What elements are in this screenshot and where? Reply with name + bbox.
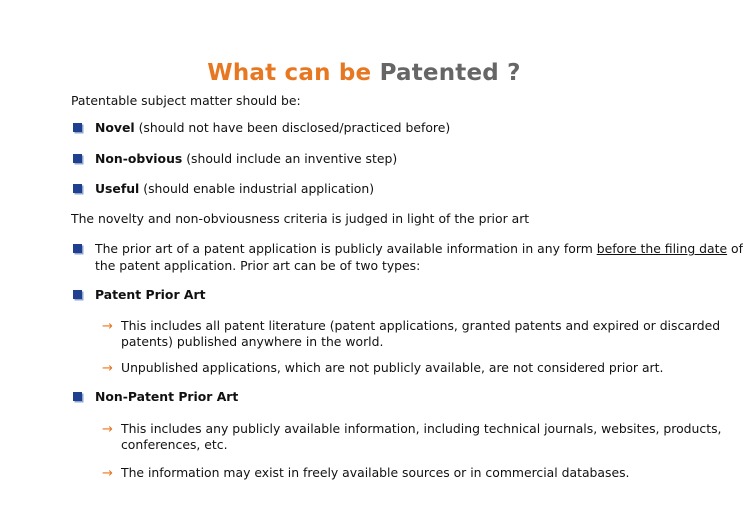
patent-item1-line2: patents) published anywhere in the world.: [121, 334, 384, 349]
non-patent-prior-art-heading: [95, 388, 238, 405]
criterion-text: (should not have been disclosed/practiced before): [134, 120, 451, 135]
criterion-text: (should enable industrial application): [139, 181, 375, 196]
slide-title: [0, 58, 728, 88]
intro-text: Patentable subject matter should be:: [71, 93, 301, 108]
prior-art-line2: the patent application. Prior art can be of two types:: [95, 258, 421, 273]
square-bullet-icon: [73, 184, 82, 193]
prior-art-line1: [95, 240, 743, 257]
filing-date-underlined: before the filing date: [596, 241, 728, 256]
heading-text: Patent Prior Art: [95, 287, 206, 302]
criterion-novel: [95, 119, 450, 136]
right-arrow-icon: →: [102, 319, 113, 334]
criterion-text: (should include an inventive step): [182, 151, 398, 166]
prior-art-text: The prior art of a patent application is publicly available information in any form: [95, 241, 597, 256]
non-patent-item2: The information may exist in freely available sources or in commercial databases.: [121, 465, 630, 480]
non-patent-item1-line1: This includes any publicly available information, including technical journals, websites, products,: [121, 421, 722, 436]
patent-prior-art-heading: [95, 286, 206, 303]
title-highlight: What can be: [207, 60, 372, 86]
criterion-useful: [95, 180, 374, 197]
square-bullet-icon: [73, 154, 82, 163]
square-bullet-icon: [73, 392, 82, 401]
criterion-label: Useful: [95, 181, 140, 196]
criterion-label: Novel: [95, 120, 135, 135]
patent-item1-line1: This includes all patent literature (patent applications, granted patents and expired or discarded: [121, 318, 721, 333]
right-arrow-icon: →: [102, 422, 113, 437]
prior-art-text-end: of: [727, 241, 743, 256]
square-bullet-icon: [73, 123, 82, 132]
right-arrow-icon: →: [102, 361, 113, 376]
square-bullet-icon: [73, 244, 82, 253]
patent-item2: Unpublished applications, which are not publicly available, are not considered prior art.: [121, 360, 664, 375]
square-bullet-icon: [73, 290, 82, 299]
title-rest: Patented ?: [379, 60, 521, 86]
heading-text: Non-Patent Prior Art: [95, 389, 239, 404]
criterion-non-obvious: [95, 150, 397, 167]
non-patent-item1-line2: conferences, etc.: [121, 437, 228, 452]
right-arrow-icon: →: [102, 466, 113, 481]
criterion-label: Non-obvious: [95, 151, 183, 166]
novelty-note: The novelty and non-obviousness criteria is judged in light of the prior art: [71, 211, 530, 226]
